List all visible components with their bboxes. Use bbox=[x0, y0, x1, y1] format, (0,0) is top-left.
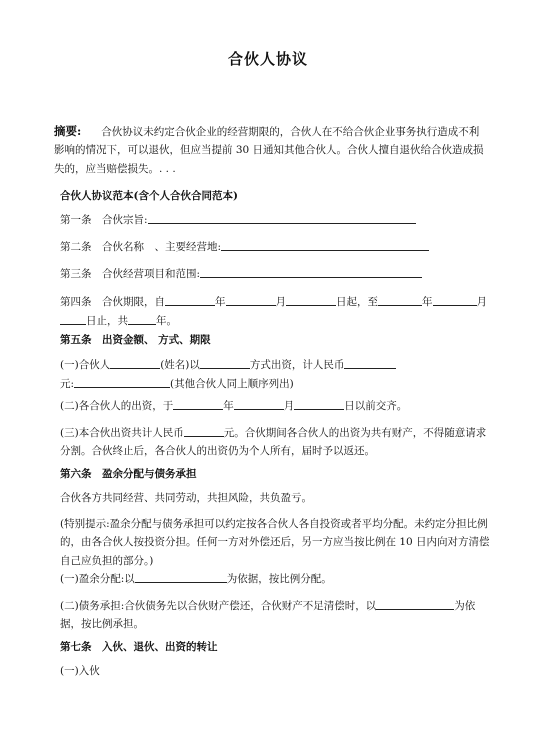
blank-line bbox=[344, 358, 396, 369]
article-4-text: 月 bbox=[476, 296, 487, 308]
blank-line bbox=[165, 295, 215, 306]
article-4-text: 年 bbox=[422, 296, 433, 308]
article-2-text: 第二条 合伙名称 、主要经营地: bbox=[60, 241, 222, 253]
article-4 bbox=[60, 293, 490, 332]
blank-line bbox=[200, 267, 422, 278]
article-3-text: 第三条 合伙经营项目和范围: bbox=[60, 268, 201, 280]
blank-line bbox=[376, 599, 454, 610]
article-5-text: 日以前交齐。 bbox=[344, 400, 408, 412]
article-5-text: (其他合伙人同上顺序列出) bbox=[170, 378, 294, 391]
article-6-heading: 第六条 盈余分配与债务承担 bbox=[60, 468, 197, 480]
article-5-text: (三)本合伙出资共计人民币 bbox=[60, 427, 184, 439]
blank-line bbox=[378, 295, 422, 306]
blank-line bbox=[294, 399, 344, 410]
article-4-text: 月 bbox=[275, 296, 286, 308]
article-5-text: 方式出资，计人民币 bbox=[249, 359, 345, 371]
article-3 bbox=[60, 266, 490, 282]
article-6-text: 为依据，按比例承担。 bbox=[60, 600, 476, 631]
section-heading: 合伙人协议范本(含个人合伙合同范本) bbox=[60, 190, 238, 202]
blank-line bbox=[226, 295, 276, 306]
blank-line bbox=[110, 358, 160, 369]
blank-line bbox=[74, 377, 170, 388]
article-5-text: 年 bbox=[223, 400, 234, 412]
article-6-para-1: 合伙各方共同经营、共同劳动，共担风险，共负盈亏。 bbox=[60, 492, 312, 504]
blank-line bbox=[234, 399, 284, 410]
article-4-text: 日止，共 bbox=[86, 315, 128, 328]
article-4-text: 第四条 合伙期限，自 bbox=[60, 296, 165, 308]
article-5-text: 元。合伙期间各合伙人的出资为共有财产，不得随意请求分割。合伙终止后，各合伙人的出资仍为个人所有，届时予以返还。 bbox=[60, 427, 487, 458]
blank-line bbox=[200, 358, 250, 369]
blank-line bbox=[135, 572, 227, 583]
blank-line bbox=[286, 295, 336, 306]
article-6-text: 为依据，按比例分配。 bbox=[226, 573, 332, 585]
article-4-text: 年。 bbox=[156, 315, 177, 328]
blank-line bbox=[184, 426, 224, 437]
article-6-text: (一)盈余分配:以 bbox=[60, 573, 135, 585]
article-5-text: 元: bbox=[60, 378, 75, 391]
article-5-item-2 bbox=[60, 398, 490, 414]
article-7-item-1: (一)入伙 bbox=[60, 665, 100, 677]
blank-line bbox=[221, 240, 429, 251]
article-5-text: (一)合伙人 bbox=[60, 359, 111, 371]
abstract-text: 合伙协议未约定合伙企业的经营期限的，合伙人在不给合伙企业事务执行造成不利影响的情况下，可以退伙，但应当提前 30 日通知其他合伙人。合伙人擅自退伙给合伙造成损失的，应当赔偿损失。. . . bbox=[54, 126, 484, 175]
article-6-text: (二)债务承担:合伙债务先以合伙财产偿还，合伙财产不足清偿时，以 bbox=[60, 600, 377, 612]
article-5-heading: 第五条 出资金额、 方式、期限 bbox=[60, 334, 211, 346]
article-2 bbox=[60, 239, 490, 255]
article-1-text: 第一条 合伙宗旨: bbox=[60, 214, 148, 226]
article-5-text: 月 bbox=[283, 400, 295, 412]
article-5-item-1 bbox=[60, 356, 490, 395]
article-1 bbox=[60, 212, 490, 228]
blank-line bbox=[60, 314, 86, 325]
blank-line bbox=[433, 295, 477, 306]
page-title: 合伙人协议 bbox=[227, 50, 308, 68]
blank-line bbox=[128, 314, 156, 325]
article-4-text: 日起，至 bbox=[336, 296, 378, 308]
article-7-heading: 第七条 入伙、退伙、出资的转让 bbox=[60, 641, 218, 653]
blank-line bbox=[148, 213, 416, 224]
article-5-text: (二)各合伙人的出资，于 bbox=[60, 400, 174, 412]
article-5-text: (姓名)以 bbox=[160, 359, 200, 371]
article-5-item-3 bbox=[60, 424, 490, 461]
article-6-item-1 bbox=[60, 571, 490, 587]
abstract bbox=[54, 121, 486, 178]
article-6-item-2 bbox=[60, 597, 490, 634]
abstract-label: 摘要: bbox=[54, 124, 82, 138]
article-4-text: 年 bbox=[215, 296, 226, 308]
blank-line bbox=[173, 399, 223, 410]
article-6-tip: (特别提示:盈余分配与债务承担可以约定按各合伙人各自投资或者平均分配。未约定分担比例的，由各合伙人按投资分担。任何一方对外偿还后，另一方应当按比例在 10 日内向对方清偿自己应负担的部分。) bbox=[60, 518, 490, 567]
